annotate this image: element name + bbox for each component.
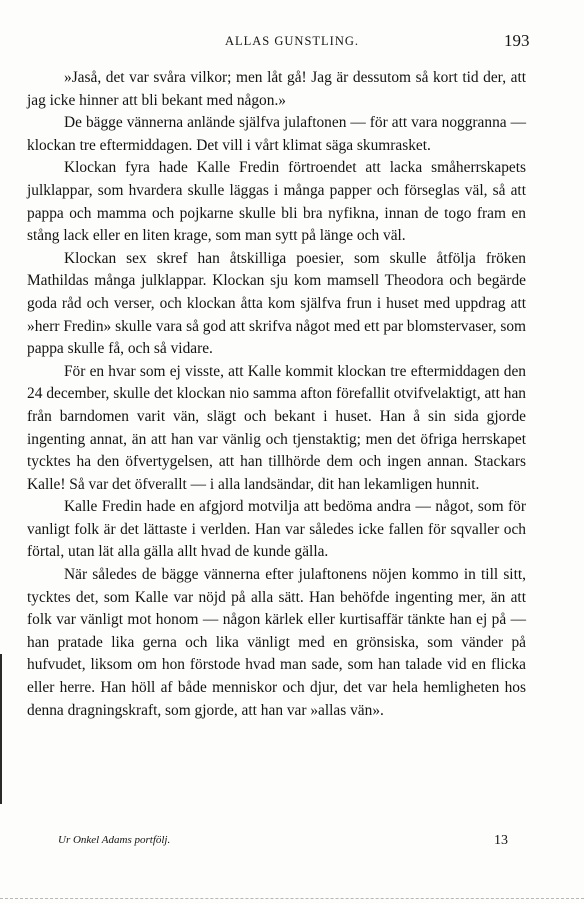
page-edge-line [0,898,584,900]
paragraph: För en hvar som ej visste, att Kalle kommit klockan tre eftermiddagen den 24 december, skulle det klockan nio samma afton förefallit otvifvelaktigt, att han från barndomen varit vän, slägt och bekant i huset. Han å sin sida gjorde ingenting annat, än att han var vänlig och tjenstaktig; men det öfriga herrskapet tycktes ha den öfvertygelsen, att han tillhörde dem och ingen annan. Stackars Kalle! Så var det öfverallt — i alla landsändar, dit han lekamligen hunnit. [27,362,526,493]
signature-mark: 13 [494,833,508,848]
footer-source-note: Ur Onkel Adams portfölj. [58,834,171,846]
page-number: 193 [504,31,530,50]
paragraph: Klockan fyra hade Kalle Fredin förtroendet att lacka småherrskapets julklappar, som hvardera skulle läggas i många papper och förseglas väl, så att pappa och mamma och pojkarne skulle bli bra nyfikna, innan de togo fram en stång lack eller en liten krage, som man sytt på länge och väl. [27,159,526,245]
running-title: ALLAS GUNSTLING. [224,34,360,48]
body-text [27,67,526,722]
paragraph: Kalle Fredin hade en afgjord motvilja att bedöma andra — något, som för vanligt folk är det lättaste i verlden. Han var således icke fallen för sqvaller och förtal, utan lät alla gälla allt hvad de kunde gälla. [27,498,526,561]
paragraph: När således de bägge vännerna efter julaftonens nöjen kommo in till sitt, tycktes det, som Kalle var nöjd på alla sätt. Han behöfde ingenting mer, än att folk var vänligt mot honom — någon kärlek eller kurtisaffär tänkte han ej på — han pratade lika gerna och lika vänligt med en grönsiska, som vänder på hufvudet, liksom om hon förstode hvad man sade, som han talade vid en flicka eller herre. Han höll af både menniskor och djur, det var hela hemligheten hos denna dragningskraft, som gjorde, att han var »allas vän». [27,566,526,719]
paragraph: »Jaså, det var svåra vilkor; men låt gå! Jag är dessutom så kort tid der, att jag icke hinner att bli bekant med någon.» [27,69,526,109]
paragraph: De bägge vännerna anlände själfva julaftonen — för att vara noggranna — klockan tre eftermiddagen. Det vill i vårt klimat säga skumrasket. [27,114,526,154]
paragraph: Klockan sex skref han åtskilliga poesier, som skulle åtfölja fröken Mathildas många julklappar. Klockan sju kom mamsell Theodora och begärde goda råd och verser, och klockan åtta kom själfva frun i huset med uppdrag att »herr Fredin» skulle vara så god att skrifva något med ett par blomstervaser, som pappa skulle få, och så vidare. [27,249,526,358]
binding-margin-mark [0,654,2,804]
